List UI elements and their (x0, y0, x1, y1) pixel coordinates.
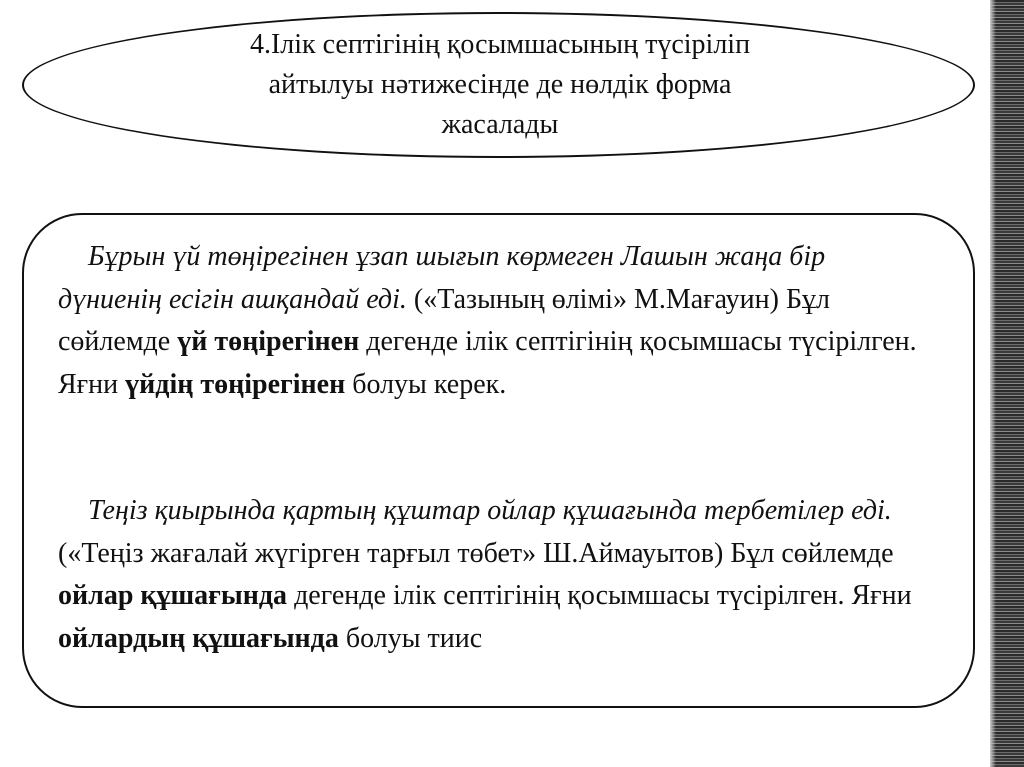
example-1-ending: болуы керек. (345, 368, 507, 400)
slide-title (150, 25, 850, 145)
example-2-sentence: Теңіз қиырында қартың құштар ойлар құшағында тербетілер еді. (88, 495, 892, 526)
title-line-1: 4.Ілік септігінің қосымшасының түсіріліп (249, 29, 751, 60)
example-paragraph-1 (58, 236, 928, 406)
title-line-3: жасалады (441, 109, 559, 140)
example-2-bold-phrase: ойлар құшағында (58, 580, 288, 611)
example-paragraph-2 (58, 490, 928, 660)
example-1-correct-form: үйдің төңірегінен (125, 368, 346, 400)
example-2-explanation: дегенде ілік септігінің қосымшасы түсірілген. Яғни (287, 580, 912, 611)
example-1-explanation: дегенде ілік септігінің қосымшасы түсірілген. Яғни (58, 326, 917, 400)
example-2-correct-form: ойлардың құшағында (58, 622, 339, 654)
example-1-bold-phrase: үй төңірегінен (177, 326, 360, 357)
title-line-2: айтылуы нәтижесінде де нөлдік форма (268, 69, 732, 100)
example-1-source: («Тазының өлімі» М.Мағауин) Бұл сөйлемде (58, 283, 830, 357)
example-2-ending: болуы тиис (338, 622, 483, 654)
example-1-sentence: Бұрын үй төңірегінен ұзап шығып көрмеген Лашын жаңа бір дүниенің есігін ашқандай еді. (58, 241, 826, 315)
decorative-edge-band (990, 0, 1024, 767)
example-2-source: («Теңіз жағалай жүгірген тарғыл төбет» Ш.Аймауытов) Бұл сөйлемде (58, 537, 894, 569)
